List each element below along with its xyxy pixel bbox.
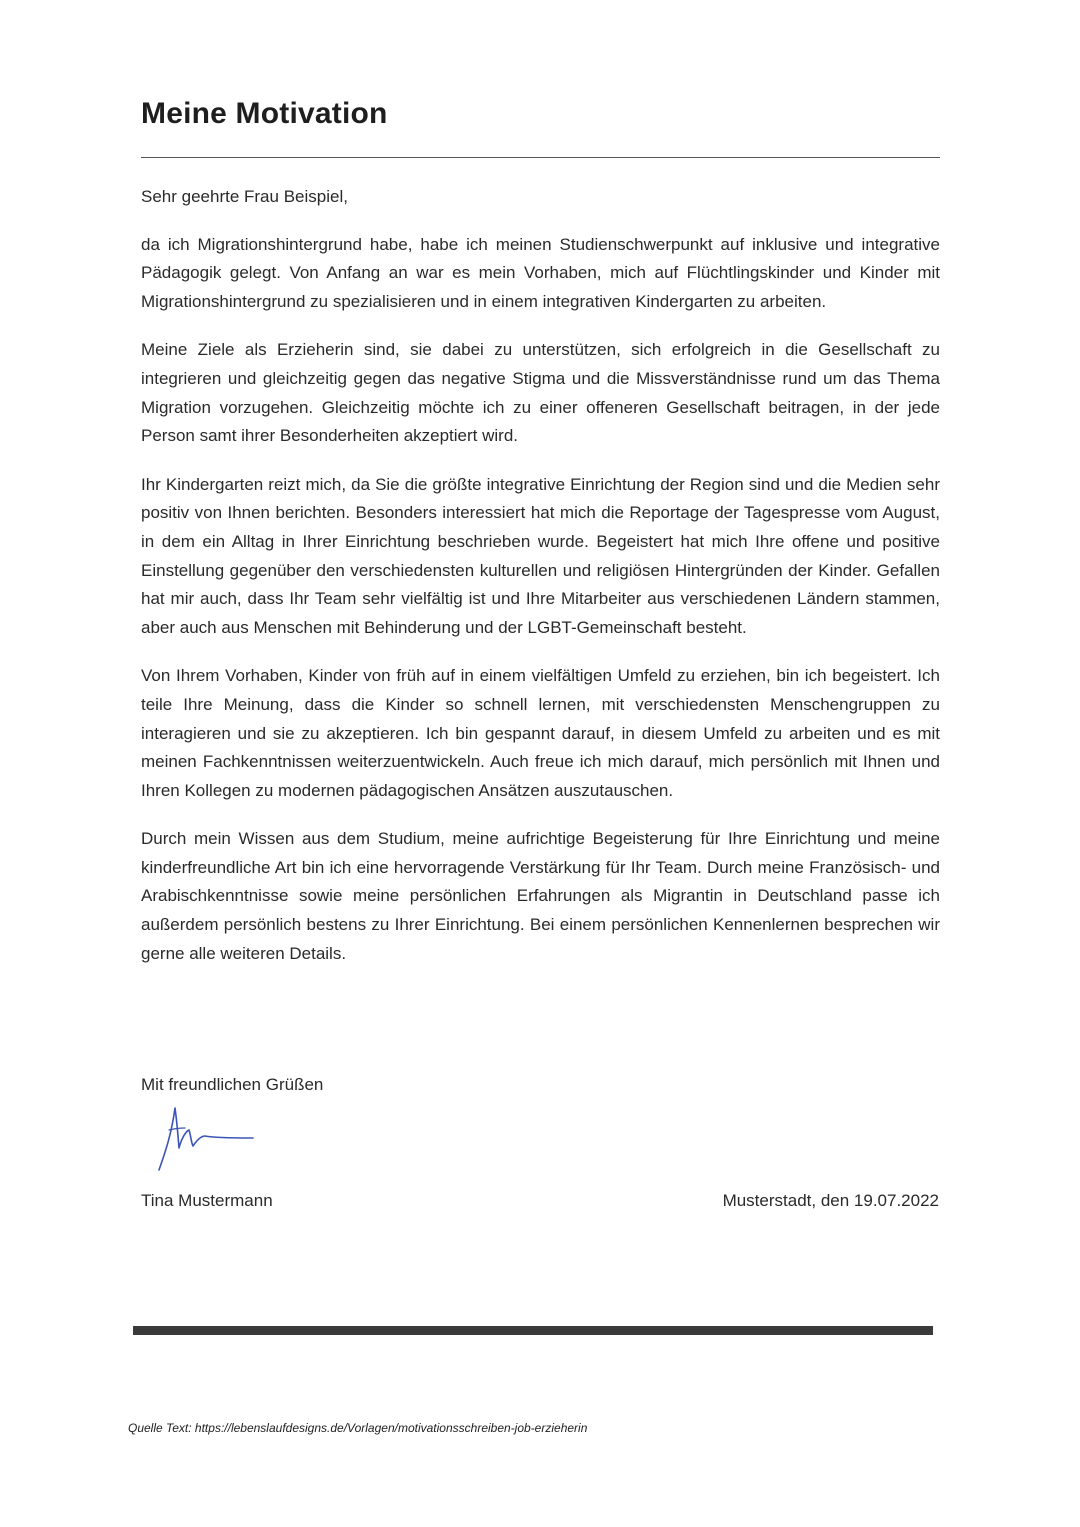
place-and-date: Musterstadt, den 19.07.2022: [722, 1191, 939, 1210]
body-paragraph-1: da ich Migrationshintergrund habe, habe ich meinen Studienschwerpunkt auf inklusive und integrative Pädagogik gelegt. Von Anfang an war es mein Vorhaben, mich auf Flüchtlingskinder und Kinder mit Migrationshintergrund zu spezialisieren und in einem integrativen Kindergarten zu arbeiten.: [141, 234, 940, 311]
footer-bar: [133, 1326, 933, 1335]
body-paragraph-3: Ihr Kindergarten reizt mich, da Sie die größte integrative Einrichtung der Region sind und die Medien sehr positiv von Ihnen berichten. Besonders interessiert hat mich die Reportage der Tagespresse vom August, in dem ein Alltag in Ihrer Einrichtung beschrieben wurde. Begeistert hat mich Ihre offene und positive Einstellung gegenüber den verschiedensten kulturellen und religiösen Hintergründen der Kinder. Gefallen hat mir auch, dass Ihr Team sehr vielfältig ist und Ihre Mitarbeiter aus verschiedenen Ländern stammen, aber auch aus Menschen mit Behinderung und der LGBT-Gemeinschaft besteht.: [141, 474, 940, 637]
handwritten-signature: [145, 1100, 265, 1178]
sender-name: Tina Mustermann: [141, 1191, 273, 1210]
salutation: Sehr geehrte Frau Beispiel,: [141, 187, 348, 206]
body-paragraph-2: Meine Ziele als Erzieherin sind, sie dabei zu unterstützen, sich erfolgreich in die Gesellschaft zu integrieren und gleichzeitig gegen das negative Stigma und die Missverständnisse rund um das Thema Migration vorzugehen. Gleichzeitig möchte ich zu einer offeneren Gesellschaft beitragen, in der jede Person samt ihrer Besonderheiten akzeptiert wird.: [141, 340, 940, 446]
closing-phrase: Mit freundlichen Grüßen: [141, 1075, 324, 1094]
title-divider: [141, 157, 940, 158]
page-title: Meine Motivation: [141, 97, 388, 130]
body-paragraph-4: Von Ihrem Vorhaben, Kinder von früh auf in einem vielfältigen Umfeld zu erziehen, bin ich begeistert. Ich teile Ihre Meinung, dass die Kinder so schnell lernen, mit verschiedensten Menschengruppen zu interagieren und sie zu akzeptieren. Ich bin gespannt darauf, in diesem Umfeld zu arbeiten und es mit meinen Fachkenntnissen weiterzuentwickeln. Auch freue ich mich darauf, mich persönlich mit Ihnen und Ihren Kollegen zu modernen pädagogischen Ansätzen auszutauschen.: [141, 666, 940, 800]
source-note: Quelle Text: https://lebenslaufdesigns.de/Vorlagen/motivationsschreiben-job-erzieherin: [128, 1421, 588, 1435]
letter-body: [141, 183, 940, 988]
body-paragraph-5: Durch mein Wissen aus dem Studium, meine aufrichtige Begeisterung für Ihre Einrichtung und meine kinderfreundliche Art bin ich eine hervorragende Verstärkung für Ihr Team. Durch meine Französisch- und Arabischkenntnisse sowie meine persönlichen Erfahrungen als Migrantin in Deutschland passe ich außerdem persönlich bestens zu Ihrer Einrichtung. Bei einem persönlichen Kennenlernen besprechen wir gerne alle weiteren Details.: [141, 829, 940, 963]
